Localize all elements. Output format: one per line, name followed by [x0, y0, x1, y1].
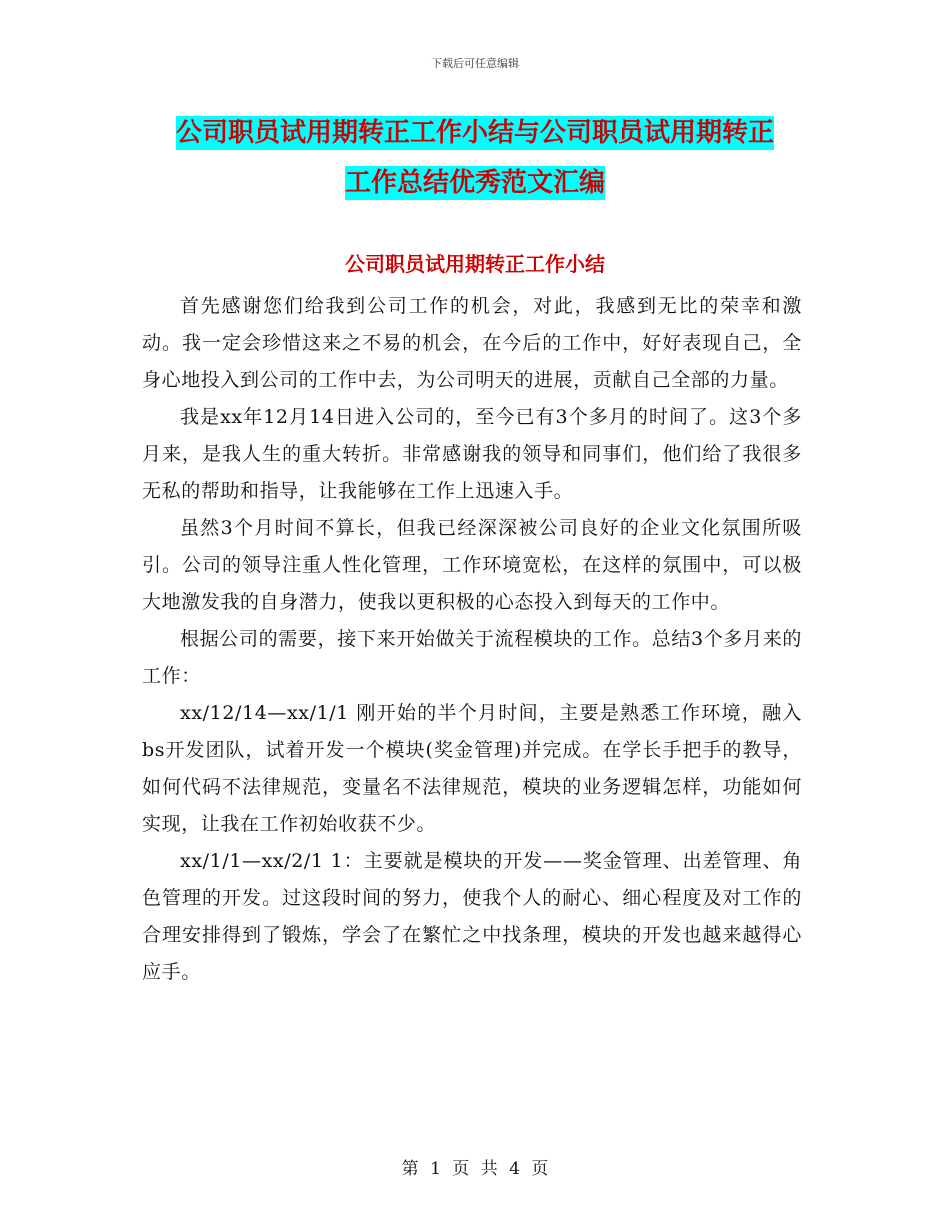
paragraph: 根据公司的需要，接下来开始做关于流程模块的工作。总结3个多月来的工作：: [142, 628, 802, 687]
paragraph: xx/12/14—xx/1/1 刚开始的半个月时间，主要是熟悉工作环境，融入bs开发团队，试着开发一个模块(奖金管理)并完成。在学长手把手的教导，如何代码不法律规范，变量名不法律规范，模块的业务逻辑怎样，功能如何实现，让我在工作初始收获不少。: [142, 702, 802, 835]
paragraph: 虽然3个月时间不算长，但我已经深深被公司良好的企业文化氛围所吸引。公司的领导注重人性化管理，工作环境宽松，在这样的氛围中，可以极大地激发我的自身潜力，使我以更积极的心态投入到每天的工作中。: [142, 517, 802, 613]
page-number-footer: 第 1 页 共 4 页: [401, 1159, 549, 1179]
page-header-note: 下载后可任意编辑: [431, 57, 519, 70]
document-title-line-1: 公司职员试用期转正工作小结与公司职员试用期转正: [175, 118, 774, 148]
paragraph: xx/1/1—xx/2/1 1：主要就是模块的开发——奖金管理、出差管理、角色管理的开发。过这段时间的努力，使我个人的耐心、细心程度及对工作的合理安排得到了锻炼，学会了在繁忙之中找条理，模块的开发也越来越得心应手。: [142, 850, 802, 983]
paragraph: 我是xx年12月14日进入公司的，至今已有3个多月的时间了。这3个多月来，是我人生的重大转折。非常感谢我的领导和同事们，他们给了我很多无私的帮助和指导，让我能够在工作上迅速入手。: [142, 406, 802, 502]
document-title-line-2: 工作总结优秀范文汇编: [344, 168, 605, 198]
document-body: [142, 288, 802, 991]
section-title: 公司职员试用期转正工作小结: [345, 252, 605, 276]
document-title: [0, 108, 950, 208]
paragraph: 首先感谢您们给我到公司工作的机会，对此，我感到无比的荣幸和激动。我一定会珍惜这来之不易的机会，在今后的工作中，好好表现自己，全身心地投入到公司的工作中去，为公司明天的进展，贡献自己全部的力量。: [142, 295, 802, 391]
